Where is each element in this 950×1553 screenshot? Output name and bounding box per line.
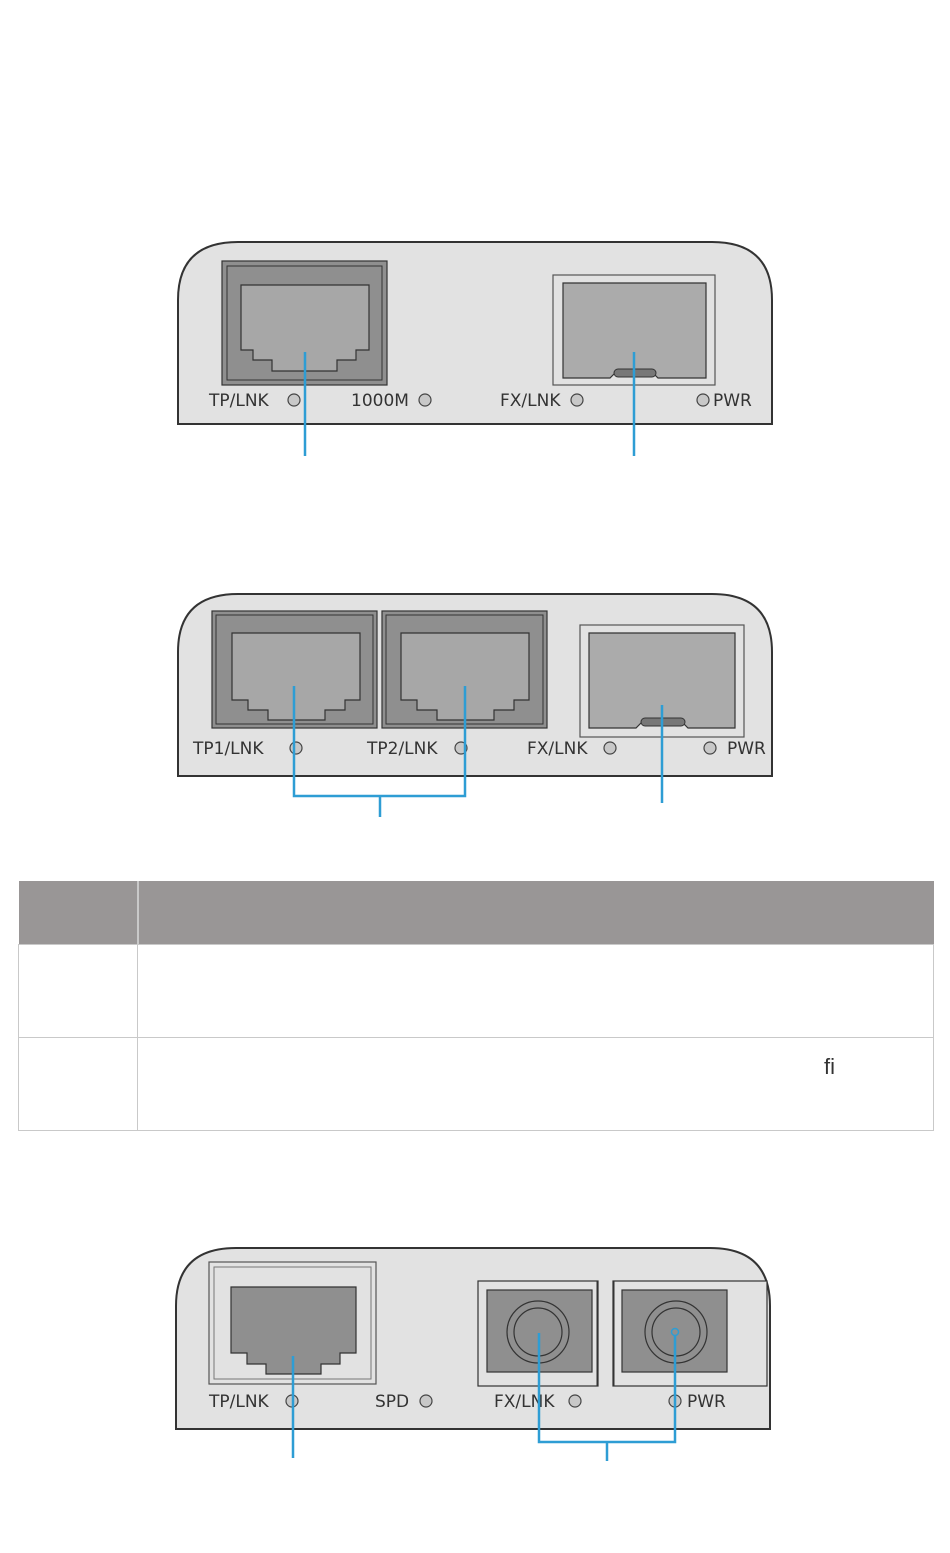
led-label-fx-lnk: FX/LNK xyxy=(494,1392,555,1412)
led-pwr xyxy=(704,742,716,754)
table-cell: fi xyxy=(138,1038,934,1131)
led-label-pwr: PWR xyxy=(727,739,766,759)
led-tp-lnk xyxy=(288,394,300,406)
table-cell xyxy=(19,945,138,1038)
table-cell xyxy=(19,1038,138,1131)
led-speed xyxy=(419,394,431,406)
led-label-pwr: PWR xyxy=(713,391,752,411)
led-fx-lnk xyxy=(604,742,616,754)
led-fx-lnk xyxy=(571,394,583,406)
front-panel-3-drawing xyxy=(0,1235,950,1475)
led-tp1-lnk xyxy=(290,742,302,754)
led-label-tp1-lnk: TP1/LNK xyxy=(193,739,264,759)
led-label-pwr: PWR xyxy=(687,1392,726,1412)
front-panel-2-drawing xyxy=(0,580,950,820)
table-header-cell xyxy=(19,881,138,945)
led-pwr xyxy=(697,394,709,406)
led-label-tp2-lnk: TP2/LNK xyxy=(367,739,438,759)
led-speed xyxy=(420,1395,432,1407)
table-row xyxy=(19,945,934,1038)
table-cell xyxy=(138,945,934,1038)
led-label-speed: 1000M xyxy=(351,391,409,411)
front-panel-1-drawing xyxy=(0,230,950,470)
led-fx-lnk xyxy=(569,1395,581,1407)
table-header-row xyxy=(19,881,934,945)
rj45-socket-1 xyxy=(232,633,360,720)
front-panel-3 xyxy=(0,1235,950,1475)
front-panel-1 xyxy=(0,230,950,470)
led-label-fx-lnk: FX/LNK xyxy=(500,391,561,411)
led-label-tp-lnk: TP/LNK xyxy=(209,1392,269,1412)
table-row xyxy=(19,1038,934,1131)
led-label-fx-lnk: FX/LNK xyxy=(527,739,588,759)
led-label-speed: SPD xyxy=(375,1392,410,1412)
front-panel-2 xyxy=(0,580,950,820)
legend-table xyxy=(18,881,934,1131)
table-header-cell xyxy=(138,881,934,945)
led-label-tp-lnk: TP/LNK xyxy=(209,391,269,411)
